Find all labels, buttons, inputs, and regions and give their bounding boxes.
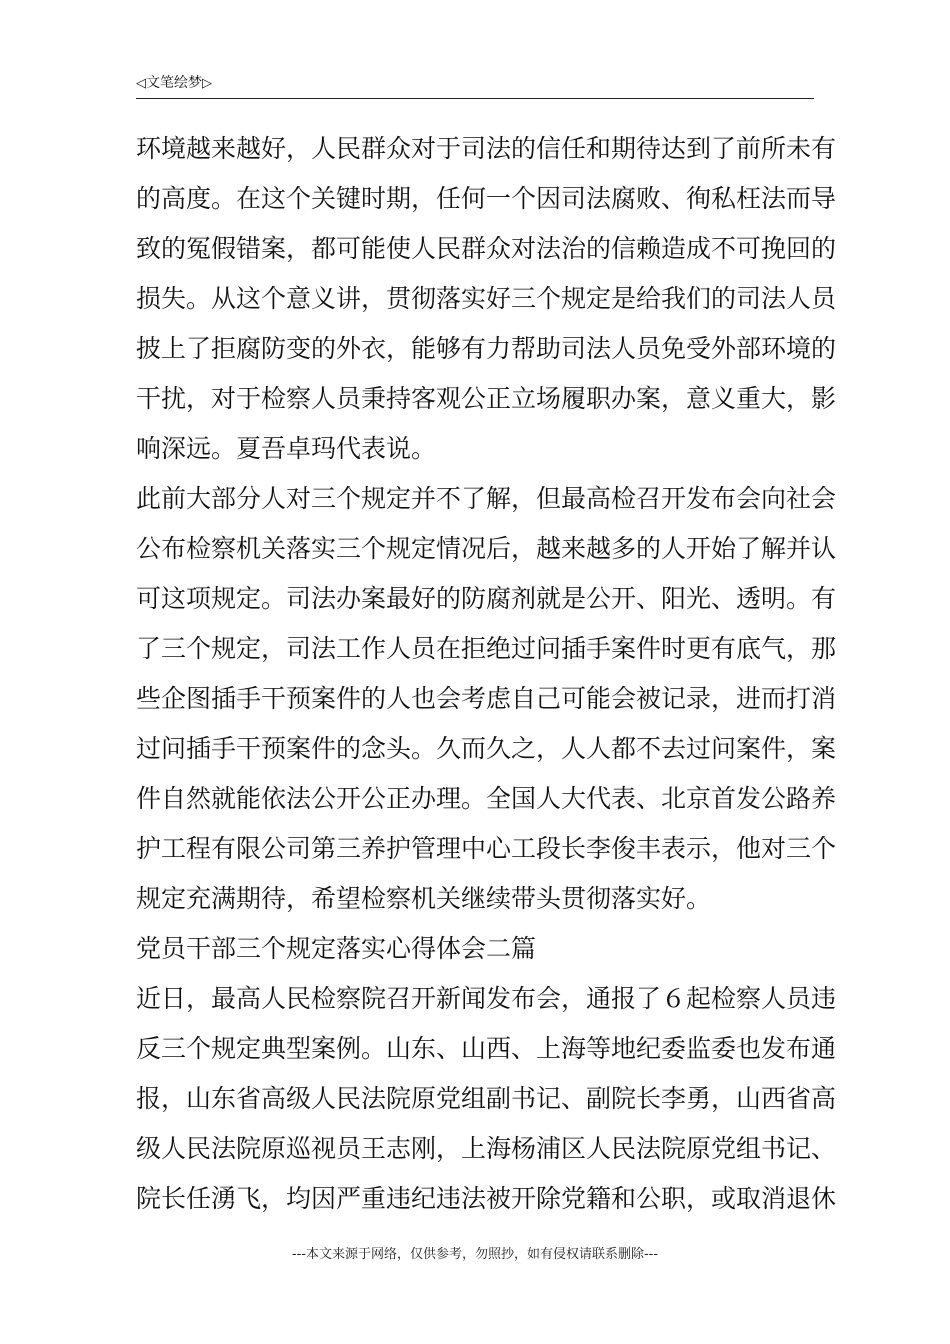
text-line: 损失。从这个意义讲，贯彻落实好三个规定是给我们的司法人员 <box>136 284 837 313</box>
text-line: 此前大部分人对三个规定并不了解，但最高检召开发布会向社会 <box>136 484 837 513</box>
page-header <box>136 72 814 99</box>
left-triangle-icon: ◁ <box>136 76 146 91</box>
right-triangle-icon: ▷ <box>202 76 212 91</box>
text-line: 级人民法院原巡视员王志刚，上海杨浦区人民法院原党组书记、 <box>136 1134 837 1163</box>
text-line: 近日，最高人民检察院召开新闻发布会，通报了６起检察人员违 <box>136 984 837 1013</box>
text-line: 护工程有限公司第三养护管理中心工段长李俊丰表示，他对三个 <box>136 834 837 863</box>
text-line: 公布检察机关落实三个规定情况后，越来越多的人开始了解并认 <box>136 534 837 563</box>
text-line: 响深远。夏吾卓玛代表说。 <box>136 434 437 463</box>
header-title-text: 文笔绘梦 <box>146 75 202 91</box>
text-line: 的高度。在这个关键时期，任何一个因司法腐败、徇私枉法而导 <box>136 184 837 213</box>
text-line: 干扰，对于检察人员秉持客观公正立场履职办案，意义重大，影 <box>136 384 837 413</box>
text-line: 反三个规定典型案例。山东、山西、上海等地纪委监委也发布通 <box>136 1034 837 1063</box>
text-line: 件自然就能依法公开公正办理。全国人大代表、北京首发公路养 <box>136 784 837 813</box>
page-footer: ---本文来源于网络，仅供参考，勿照抄，如有侵权请联系删除--- <box>291 1247 659 1262</box>
text-line: 过问插手干预案件的念头。久而久之，人人都不去过问案件，案 <box>136 734 837 763</box>
text-line: 可这项规定。司法办案最好的防腐剂就是公开、阳光、透明。有 <box>136 584 837 613</box>
document-body <box>136 124 837 1224</box>
text-line: 了三个规定，司法工作人员在拒绝过问插手案件时更有底气，那 <box>136 634 837 663</box>
text-line: 披上了拒腐防变的外衣，能够有力帮助司法人员免受外部环境的 <box>136 334 837 363</box>
text-line: 院长任湧飞，均因严重违纪违法被开除党籍和公职，或取消退休 <box>136 1184 837 1213</box>
section-heading: 党员干部三个规定落实心得体会二篇 <box>136 934 537 963</box>
text-line: 些企图插手干预案件的人也会考虑自己可能会被记录，进而打消 <box>136 684 837 713</box>
text-line: 致的冤假错案，都可能使人民群众对法治的信赖造成不可挽回的 <box>136 234 837 263</box>
header-title <box>136 72 212 95</box>
text-line: 环境越来越好，人民群众对于司法的信任和期待达到了前所未有 <box>136 134 837 163</box>
text-line: 报，山东省高级人民法院原党组副书记、副院长李勇，山西省高 <box>136 1084 837 1113</box>
text-line: 规定充满期待，希望检察机关继续带头贯彻落实好。 <box>136 884 712 913</box>
